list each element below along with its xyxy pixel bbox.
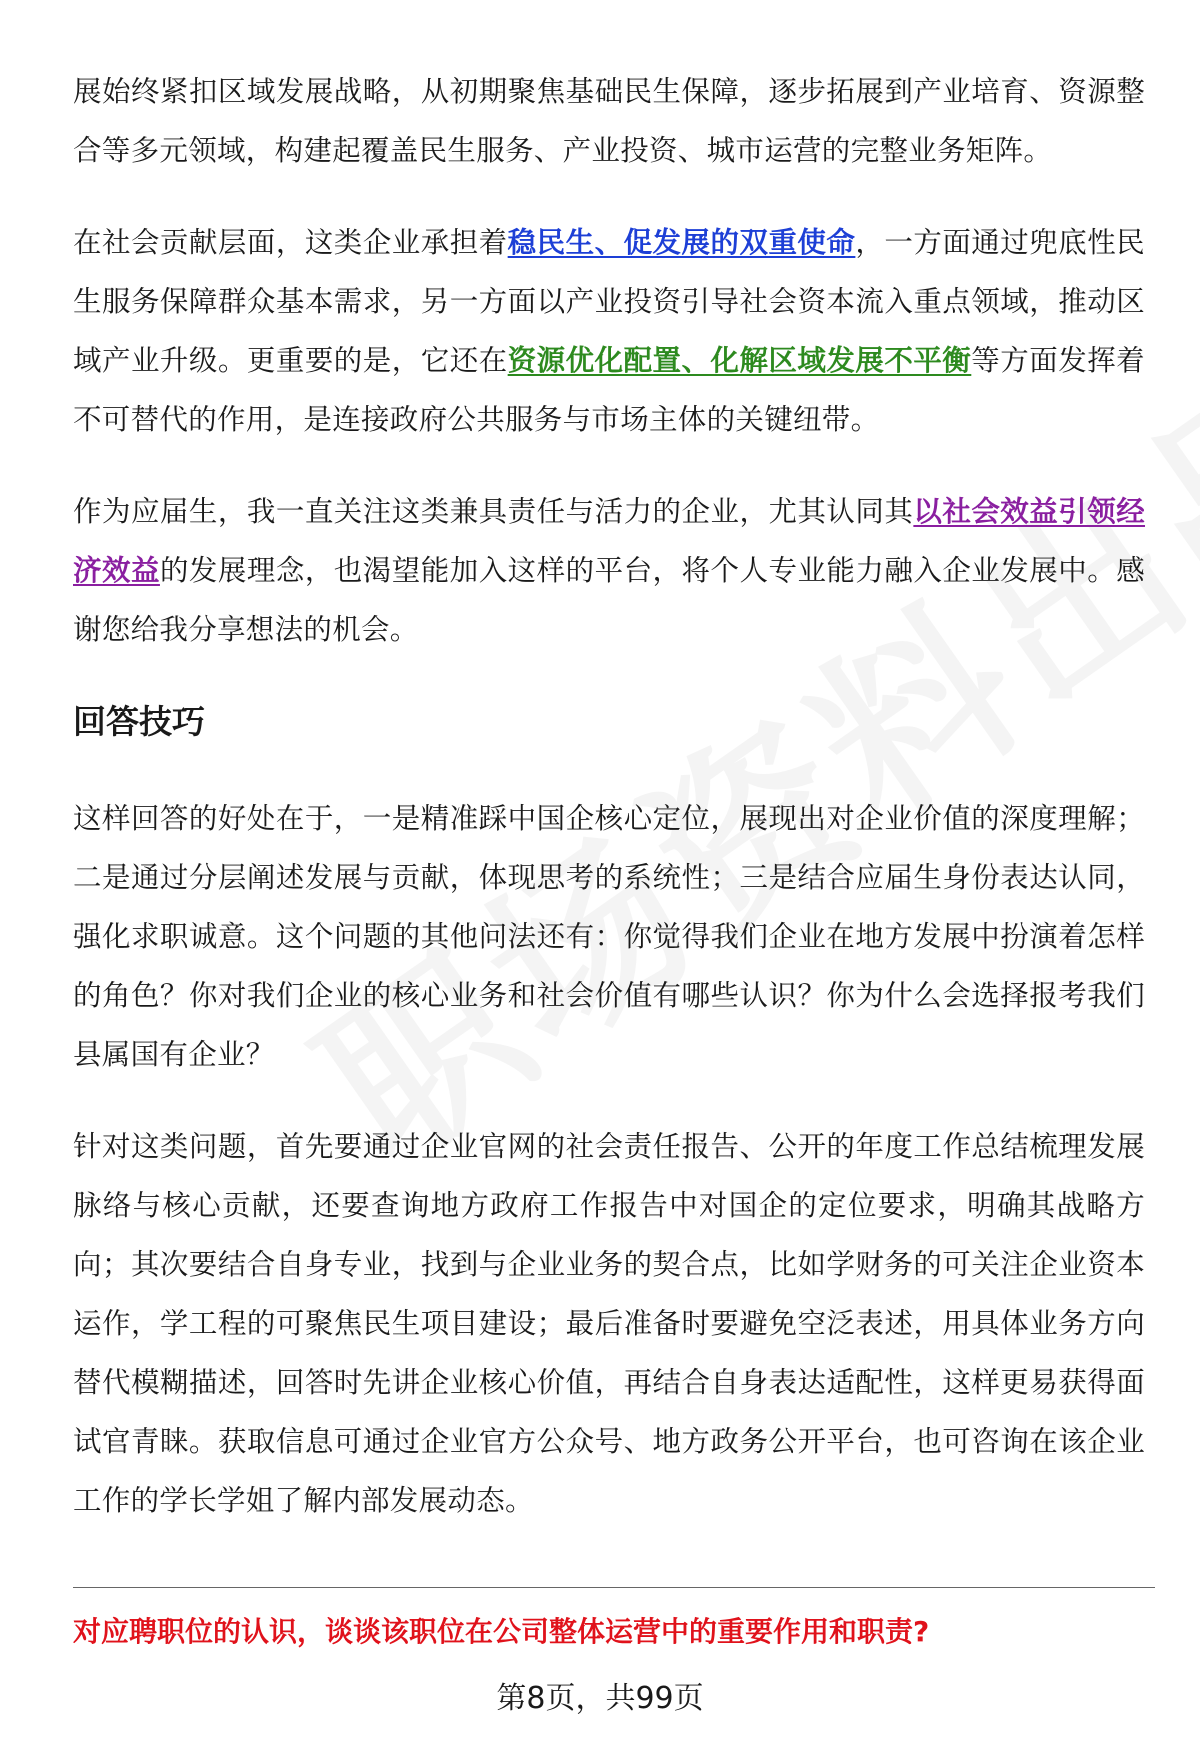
highlight-blue: 稳民生、促发展的双重使命: [507, 226, 856, 259]
paragraph-text: 在社会贡献层面，这类企业承担着: [73, 226, 508, 259]
paragraph-development: [73, 62, 1145, 180]
content-body: [73, 62, 1145, 1563]
paragraph-graduate-view: [73, 482, 1145, 659]
paragraph-text: 展始终紧扣区域发展战略，从初期聚焦基础民生保障，逐步拓展到产业培育、资源整合等多元领域，构建起覆盖民生服务、产业投资、城市运营的完整业务矩阵。: [73, 75, 1145, 167]
highlight-purple: 以社会效益引领经济效益: [73, 495, 1146, 587]
next-question-title: 对应聘职位的认识，谈谈该职位在公司整体运营中的重要作用和职责?: [73, 1615, 930, 1648]
tips-paragraph-preparation: 针对这类问题，首先要通过企业官网的社会责任报告、公开的年度工作总结梳理发展脉络与核心贡献，还要查询地方政府工作报告中对国企的定位要求，明确其战略方向；其次要结合自身专业，找到与企业业务的契合点，比如学财务的可关注企业资本运作，学工程的可聚焦民生项目建设；最后准备时要避免空泛表述，用具体业务方向替代模糊描述，回答时先讲企业核心价值，再结合自身表达适配性，这样更易获得面试官青睐。获取信息可通过企业官方公众号、地方政务公开平台，也可咨询在该企业工作的学长学姐了解内部发展动态。: [73, 1130, 1145, 1517]
paragraph-text: 等方面发挥着不可替代的作用，是连接政府公共服务与市场主体的关键纽带。: [73, 344, 1145, 436]
paragraph-social-contribution: [73, 213, 1145, 449]
section-heading: 回答技巧: [73, 702, 205, 741]
highlight-green: 资源优化配置、化解区域发展不平衡: [507, 344, 972, 377]
tips-paragraph-benefits: 这样回答的好处在于，一是精准踩中国企核心定位，展现出对企业价值的深度理解；二是通过分层阐述发展与贡献，体现思考的系统性；三是结合应届生身份表达认同，强化求职诚意。这个问题的其他问法还有：你觉得我们企业在地方发展中扮演着怎样的角色？你对我们企业的核心业务和社会价值有哪些认识？你为什么会选择报考我们县属国有企业？: [73, 802, 1145, 1071]
paragraph-text: ，一方面通过兜底性民生服务保障群众基本需求，另一方面以产业投资引导社会资本流入重点领域，推动区域产业升级。更重要的是，它还在: [73, 226, 1145, 377]
paragraph-text: 的发展理念，也渴望能加入这样的平台，将个人专业能力融入企业发展中。感谢您给我分享想法的机会。: [73, 554, 1145, 646]
paragraph-text: 作为应届生，我一直关注这类兼具责任与活力的企业，尤其认同其: [73, 495, 914, 528]
section-divider: [73, 1587, 1155, 1588]
page-number-footer: 第8页，共99页: [496, 1681, 704, 1716]
